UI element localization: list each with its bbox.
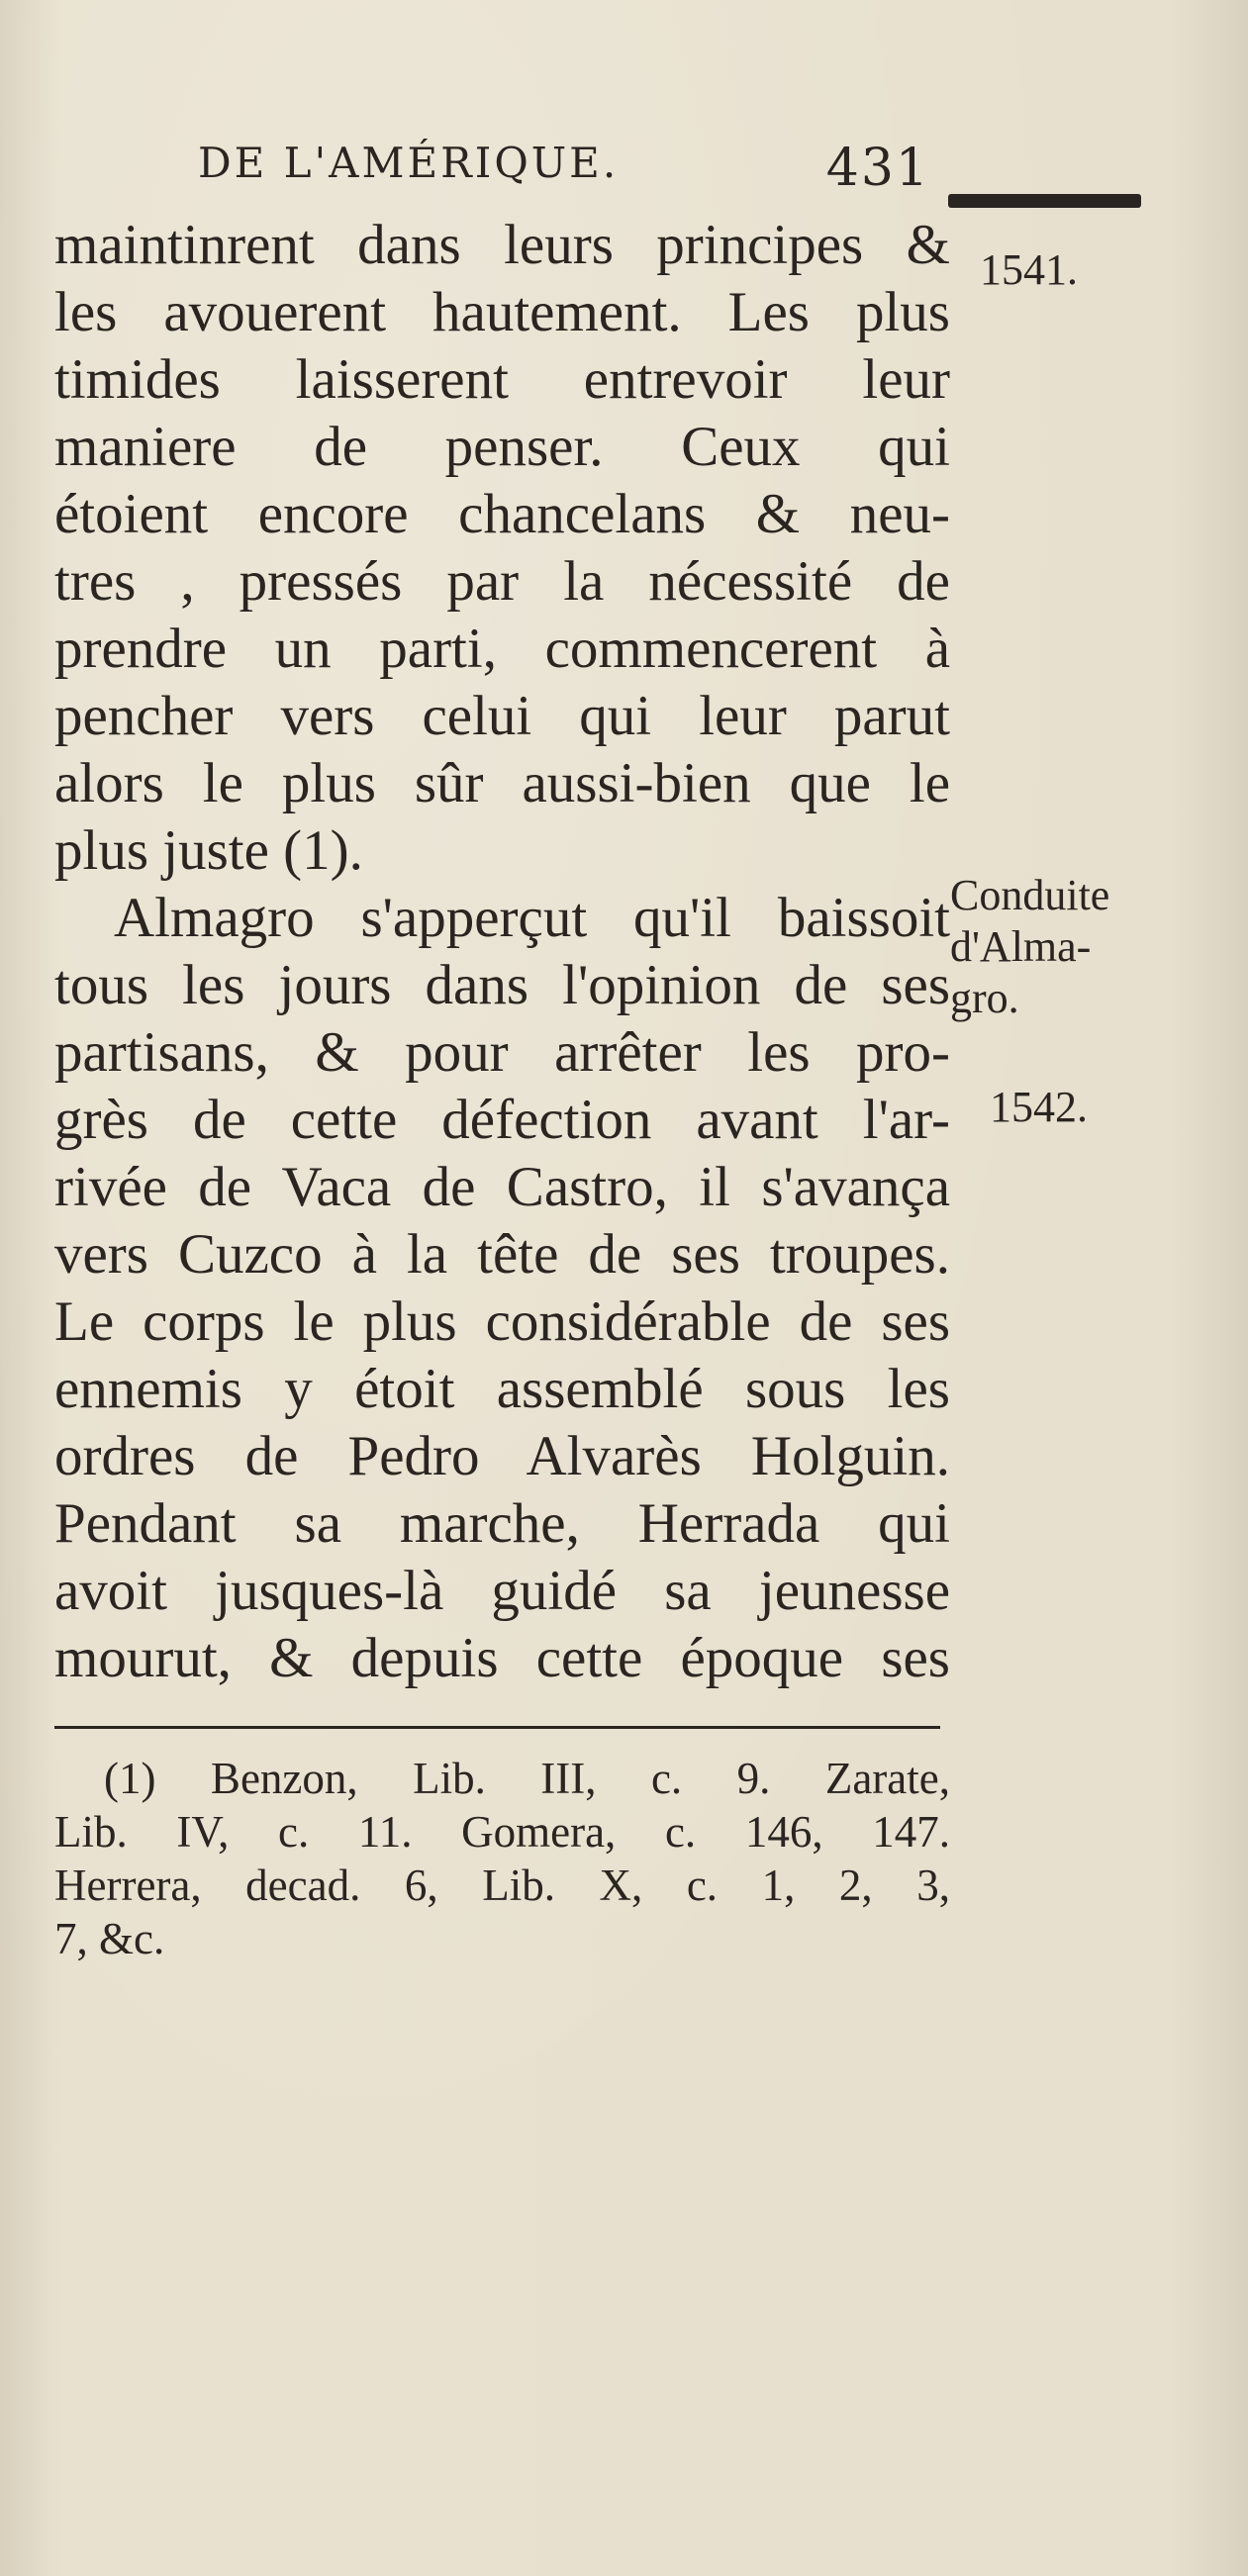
body-line: avoit jusques-là guidé sa jeunesse [54,1560,950,1622]
footnote [54,1752,950,1965]
margin-note-subject-line-2: d'Alma- [950,922,1092,971]
body-line: maniere de penser. Ceux qui [54,416,950,478]
margin-note-year-1542: 1542. [990,1083,1088,1131]
margin-note-subject-line-1: Conduite [950,871,1110,919]
body-line: alors le plus sûr aussi-bien que le [54,752,950,814]
body-line: les avouerent hautement. Les plus [54,281,950,343]
footnote-line: (1) Benzon, Lib. III, c. 9. Zarate, [104,1754,950,1803]
page-number: 431 [825,139,930,198]
body-line: prendre un parti, commencerent à [54,618,950,680]
footnote-line: Lib. IV, c. 11. Gomera, c. 146, 147. [54,1807,950,1857]
body-line: Pendant sa marche, Herrada qui [54,1492,950,1555]
header-rule [948,194,1141,208]
footnote-line: Herrera, decad. 6, Lib. X, c. 1, 2, 3, [54,1860,950,1910]
body-line: ordres de Pedro Alvarès Holguin. [54,1425,950,1487]
footnote-rule [54,1726,940,1729]
body-line: tres , pressés par la nécessité de [54,550,950,613]
body-line: ennemis y étoit assemblé sous les [54,1358,950,1420]
body-line: maintinrent dans leurs principes & [54,214,950,276]
body-line: Almagro s'apperçut qu'il baissoit [114,887,950,949]
body-line: vers Cuzco à la tête de ses troupes. [54,1223,950,1286]
body-line: pencher vers celui qui leur parut [54,685,950,747]
body-line: grès de cette défection avant l'ar- [54,1089,950,1151]
body-text [54,212,950,1692]
footnote-line: 7, &c. [54,1914,165,1963]
body-line: étoient encore chancelans & neu- [54,483,950,545]
body-line: tous les jours dans l'opinion de ses [54,954,950,1016]
margin-note-year-1541: 1541. [980,245,1078,294]
body-line: timides laisserent entrevoir leur [54,348,950,411]
margin-note-subject-line-3: gro. [950,974,1019,1022]
body-line: partisans, & pour arrêter les pro- [54,1021,950,1084]
body-line: mourut, & depuis cette époque ses [54,1627,950,1689]
body-line: Le corps le plus considérable de ses [54,1290,950,1353]
running-title: DE L'AMÉRIQUE. [198,139,620,187]
body-line: rivée de Vaca de Castro, il s'avança [54,1156,950,1218]
body-line: plus juste (1). [54,819,363,882]
